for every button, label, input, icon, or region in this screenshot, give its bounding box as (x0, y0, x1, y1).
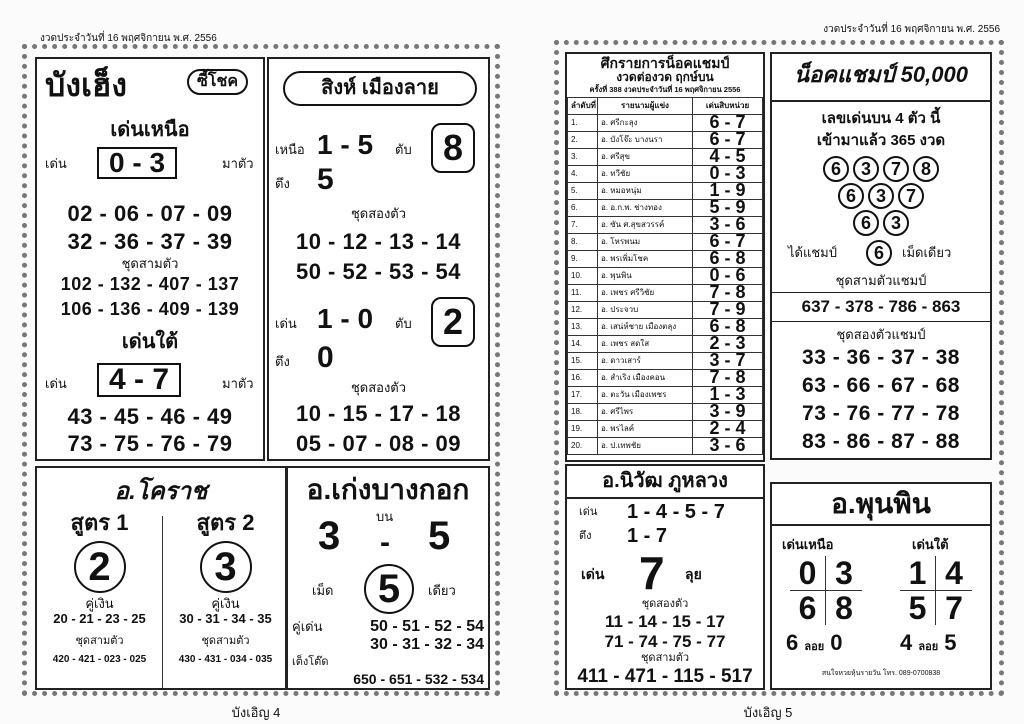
punpin-box (770, 482, 992, 690)
table-row (568, 335, 763, 352)
three-line: 411 - 471 - 115 - 517 (577, 666, 753, 687)
cell-rank: 5. (568, 182, 598, 199)
south-pair: 4 - 7 (97, 363, 181, 397)
table-row (568, 250, 763, 267)
grid-digit: 7 (945, 590, 963, 626)
table-row (568, 369, 763, 386)
digit-circle: 8 (913, 156, 939, 182)
cell-name: อ. ศรีสุข (598, 148, 693, 165)
table-round: ครั้งที่ 388 งวดประจำวันที่ 16 พฤศจิกายน 2556 (589, 84, 741, 94)
north-label: เหนือ (275, 142, 305, 157)
float-line-2 (900, 632, 957, 654)
cell-rank: 3. (568, 148, 598, 165)
table-row (568, 199, 763, 216)
diao-label: เดียว (428, 583, 456, 598)
cell-name: อ. ศรีไพร (598, 403, 693, 420)
table-row (568, 301, 763, 318)
knockout-table (567, 97, 763, 455)
cell-rank: 1. (568, 114, 598, 131)
cell-rank: 20. (568, 437, 598, 454)
punpin-title: อ.พุนพิน (772, 484, 990, 526)
three-label: ชุดสามตัว (201, 635, 250, 648)
sing-title: สิงห์ เมืองลาย (283, 71, 477, 106)
digit-circle: 7 (883, 156, 909, 182)
digit-circle: 6 (823, 156, 849, 182)
three-values: 420 - 421 - 023 - 025 (52, 653, 147, 665)
top-digit-a: 3 (318, 514, 341, 558)
knock-title: น็อคแชมป์ 50,000 (794, 62, 968, 87)
single-digit: 5 (364, 564, 414, 614)
cell-value: 0 - 6 (693, 267, 763, 284)
keng-box (286, 466, 490, 690)
page-date-header: งวดประจำวันที่ 16 พฤศจิกายน พ.ศ. 2556 (40, 33, 217, 44)
bon-label: บน (376, 509, 394, 524)
page-date-header: งวดประจำวันที่ 16 พฤศจิกายน พ.ศ. 2556 (823, 24, 1000, 35)
cell-name: อ. พรเพิ่มโชค (598, 250, 693, 267)
pair-values: 30 - 31 - 34 - 35 (179, 611, 272, 627)
page-number: บังเอิญ 4 (231, 705, 281, 720)
cell-rank: 12. (568, 301, 598, 318)
north-title: เด่นเหนือ (110, 119, 190, 141)
column-header: ลำดับที่ (568, 97, 598, 114)
float-line-1 (786, 632, 843, 654)
formula-2-number: 3 (200, 541, 252, 593)
knockout-table-box (565, 52, 765, 462)
south-line: 73 - 75 - 76 - 79 (67, 431, 233, 456)
table-subtitle: งวดต่องวด ฤกษ์บน (616, 70, 714, 85)
tab-label: ตับ (395, 142, 412, 157)
sing-box (267, 57, 490, 461)
cell-value: 7 - 9 (693, 301, 763, 318)
cell-name: อ. สำเริง เมืองคอน (598, 369, 693, 386)
three-title: ชุดสามตัว (640, 652, 690, 664)
cell-value: 3 - 6 (693, 216, 763, 233)
den-values: 1 - 4 - 5 - 7 (627, 501, 725, 523)
two-title: ชุดสองตัว (350, 206, 407, 221)
two-title: ชุดสองตัว (641, 598, 689, 610)
cell-rank: 10. (568, 267, 598, 284)
cell-rank: 2. (568, 131, 598, 148)
cell-name: อ. เพชร สดใส (598, 335, 693, 352)
cell-value: 6 - 8 (693, 318, 763, 335)
pair-label: คู่เด่น (292, 619, 323, 634)
circle-row (772, 210, 990, 236)
three-line: 102 - 132 - 407 - 137 (60, 274, 240, 294)
south-line: 43 - 45 - 46 - 49 (67, 404, 233, 429)
cell-value: 6 - 8 (693, 250, 763, 267)
table-row (568, 420, 763, 437)
two-line: 10 - 15 - 17 - 18 (295, 401, 462, 426)
den-label: เด่น (45, 156, 67, 171)
table-row (568, 318, 763, 335)
two-line: 83 - 86 - 87 - 88 (802, 430, 960, 453)
pair-label: คู่เงิน (211, 596, 240, 612)
formula-1-title: สูตร 1 (70, 510, 129, 535)
cell-name: อ. ซัน ศ.สุขสวรรค์ (598, 216, 693, 233)
three-line: 106 - 136 - 409 - 139 (60, 299, 240, 319)
formula-1-number: 2 (74, 541, 126, 593)
cell-value: 7 - 8 (693, 284, 763, 301)
formula-2-title: สูตร 2 (196, 510, 255, 535)
loi-label: ลอย (918, 641, 939, 653)
two-title: ชุดสองตัวแชมป์ (836, 327, 926, 342)
cell-value: 0 - 3 (693, 165, 763, 182)
table-row (568, 114, 763, 131)
cell-value: 3 - 9 (693, 403, 763, 420)
column-header: รายนามผู้แข่ง (598, 97, 693, 114)
cell-value: 2 - 3 (693, 335, 763, 352)
top-digit-b: 5 (428, 514, 451, 558)
table-row (568, 233, 763, 250)
cell-rank: 19. (568, 420, 598, 437)
north-label: เด่นเหนือ (782, 537, 834, 552)
matua-label: มาตัว (222, 376, 254, 391)
cell-rank: 18. (568, 403, 598, 420)
big-digit: 7 (639, 547, 665, 599)
knock-line2: เข้ามาแล้ว 365 งวด (816, 132, 946, 149)
contact-line: สนใจหวยหุ้นรายวัน โทร. 089-0700838 (821, 670, 941, 677)
grid-digit: 4 (936, 556, 972, 591)
table-row (568, 216, 763, 233)
den-label: เด่น (275, 316, 297, 331)
knock-line1: เลขเด่นบน 4 ตัว นี้ (821, 110, 941, 127)
champ-digit: 6 (866, 240, 892, 266)
float-digit: 6 (786, 630, 799, 655)
cell-name: อ. ป.เทพชัย (598, 437, 693, 454)
two-line: 73 - 76 - 77 - 78 (802, 402, 960, 425)
cell-rank: 7. (568, 216, 598, 233)
three-line: 637 - 378 - 786 - 863 (801, 297, 961, 316)
cell-name: อ. เพชร ศรีวิชัย (598, 284, 693, 301)
cell-name: อ. หมอหนุ่ม (598, 182, 693, 199)
north-line: 32 - 36 - 37 - 39 (67, 229, 233, 254)
two-line: 50 - 52 - 53 - 54 (295, 259, 462, 284)
cell-rank: 6. (568, 199, 598, 216)
grid-digit: 5 (900, 591, 936, 625)
keng-title: อ.เก่งบางกอก (306, 474, 470, 505)
page-number: บังเอิญ 5 (743, 705, 793, 720)
south-tab-value: 2 (431, 297, 475, 347)
grid-digit: 1 (900, 556, 936, 591)
column-header: เด่นสิบหน่วย (693, 97, 763, 114)
north-grid (790, 556, 862, 625)
two-line: 10 - 12 - 13 - 14 (295, 229, 462, 254)
south-title: เด่นใต้ (121, 331, 179, 353)
north-pair: 0 - 3 (97, 147, 177, 179)
north-pair: 1 - 5 (317, 129, 374, 160)
cell-value: 5 - 9 (693, 199, 763, 216)
cell-value: 2 - 4 (693, 420, 763, 437)
float-digit: 0 (830, 630, 843, 655)
cell-value: 6 - 7 (693, 114, 763, 131)
cell-rank: 4. (568, 165, 598, 182)
cell-value: 6 - 7 (693, 131, 763, 148)
dash: - (380, 526, 390, 559)
cell-name: อ. โหรพนม (598, 233, 693, 250)
cell-name: อ. เสน่ห์ชาย เมืองตลุง (598, 318, 693, 335)
met-label: เม็ด (312, 583, 334, 598)
table-row (568, 148, 763, 165)
table-row (568, 182, 763, 199)
tueng-label: ตึง (275, 176, 290, 191)
cell-value: 7 - 8 (693, 369, 763, 386)
table-row (568, 403, 763, 420)
table-title: ศึกรายการน็อคแชมป์ (600, 55, 730, 71)
divider (772, 100, 990, 102)
tueng-label: ตึง (579, 530, 592, 542)
three-values: 430 - 431 - 034 - 035 (178, 653, 273, 665)
cell-name: อ. พุนพิน (598, 267, 693, 284)
table-row (568, 352, 763, 369)
tueng-label: ตึง (275, 354, 290, 369)
bungheng-badge: ซี้โชค (187, 69, 248, 95)
champ-suffix: เม็ดเดียว (902, 245, 952, 260)
cell-rank: 16. (568, 369, 598, 386)
big-label: เด่น (581, 566, 605, 582)
lui-label: ลุย (685, 566, 702, 582)
table-row (568, 165, 763, 182)
digit-circle: 3 (853, 156, 879, 182)
two-line: 05 - 07 - 08 - 09 (295, 431, 462, 456)
cell-value: 1 - 3 (693, 386, 763, 403)
south-grid (900, 556, 972, 625)
three-title: ชุดสามตัว (121, 256, 179, 271)
korat-title: อ.โคราช (114, 478, 208, 505)
two-line: 71 - 74 - 75 - 77 (604, 632, 726, 651)
knock-champ-box (770, 52, 992, 460)
right-page (512, 0, 1024, 724)
cell-rank: 9. (568, 250, 598, 267)
three-label: ชุดสามตัว (75, 635, 124, 648)
cell-rank: 11. (568, 284, 598, 301)
north-tab-value: 8 (431, 123, 475, 173)
cell-value: 3 - 7 (693, 352, 763, 369)
formula-1 (37, 510, 162, 665)
niwat-title: อ.นิวัฒ ภูหลวง (567, 466, 763, 499)
float-digit: 5 (944, 630, 957, 655)
two-line: 63 - 66 - 67 - 68 (802, 374, 960, 397)
tod-label: เต็งโต๊ด (292, 656, 329, 668)
tab-label: ตับ (395, 316, 412, 331)
table-row (568, 267, 763, 284)
cell-name: อ. อ.ก.พ. ช่างทอง (598, 199, 693, 216)
circle-row (772, 156, 990, 182)
loi-label: ลอย (804, 641, 825, 653)
two-line: 33 - 36 - 37 - 38 (802, 346, 960, 369)
cell-name: อ. ประจวบ (598, 301, 693, 318)
north-tueng: 5 (317, 163, 334, 196)
korat-box (35, 466, 287, 690)
champ-label: ได้แชมป์ (788, 245, 838, 260)
digit-circle: 6 (853, 210, 879, 236)
cell-name: อ. พรไลค์ (598, 420, 693, 437)
den-label: เด่น (579, 506, 598, 518)
niwat-box (565, 464, 765, 690)
two-title: ชุดสองตัว (350, 380, 407, 395)
digit-circle: 6 (838, 183, 864, 209)
divider (772, 321, 990, 322)
bungheng-title: บังเฮ็ง (45, 67, 128, 103)
south-label: เด่นใต้ (912, 537, 949, 552)
float-digit: 4 (900, 630, 913, 655)
south-tueng: 0 (317, 341, 334, 374)
cell-rank: 8. (568, 233, 598, 250)
digit-circle: 3 (868, 183, 894, 209)
three-title: ชุดสามตัวแชมป์ (835, 273, 927, 288)
pair-line: 50 - 51 - 52 - 54 (370, 618, 484, 635)
table-row (568, 284, 763, 301)
cell-name: อ. ตะวัน เมืองเพชร (598, 386, 693, 403)
den-label: เด่น (45, 376, 67, 391)
grid-digit: 3 (826, 556, 862, 591)
grid-digit: 6 (790, 591, 826, 625)
cell-name: อ. ทวีชัย (598, 165, 693, 182)
grid-digit: 8 (835, 590, 853, 626)
cell-value: 4 - 5 (693, 148, 763, 165)
digit-circle: 3 (883, 210, 909, 236)
north-line: 02 - 06 - 07 - 09 (67, 201, 233, 226)
table-row (568, 437, 763, 454)
south-pair: 1 - 0 (317, 303, 374, 334)
pair-line: 30 - 31 - 32 - 34 (370, 636, 484, 653)
tueng-values: 1 - 7 (627, 525, 668, 547)
table-row (568, 131, 763, 148)
pair-label: คู่เงิน (85, 596, 114, 612)
cell-name: อ. ดาวเสาร์ (598, 352, 693, 369)
cell-value: 1 - 9 (693, 182, 763, 199)
cell-rank: 13. (568, 318, 598, 335)
matua-label: มาตัว (222, 156, 254, 171)
cell-rank: 15. (568, 352, 598, 369)
divider (772, 292, 990, 293)
cell-rank: 14. (568, 335, 598, 352)
formula-2 (163, 510, 288, 665)
cell-value: 3 - 6 (693, 437, 763, 454)
table-row (568, 386, 763, 403)
cell-name: อ. บังโจ๊ะ บางนรา (598, 131, 693, 148)
cell-rank: 17. (568, 386, 598, 403)
cell-name: อ. ศรีกะลุง (598, 114, 693, 131)
digit-circle: 7 (898, 183, 924, 209)
circle-row (772, 183, 990, 209)
bungheng-box (35, 57, 265, 461)
two-line: 11 - 14 - 15 - 17 (604, 612, 726, 631)
pair-values: 20 - 21 - 23 - 25 (53, 611, 146, 627)
cell-value: 6 - 7 (693, 233, 763, 250)
grid-digit: 0 (790, 556, 826, 591)
tod-line: 650 - 651 - 532 - 534 (353, 671, 484, 687)
